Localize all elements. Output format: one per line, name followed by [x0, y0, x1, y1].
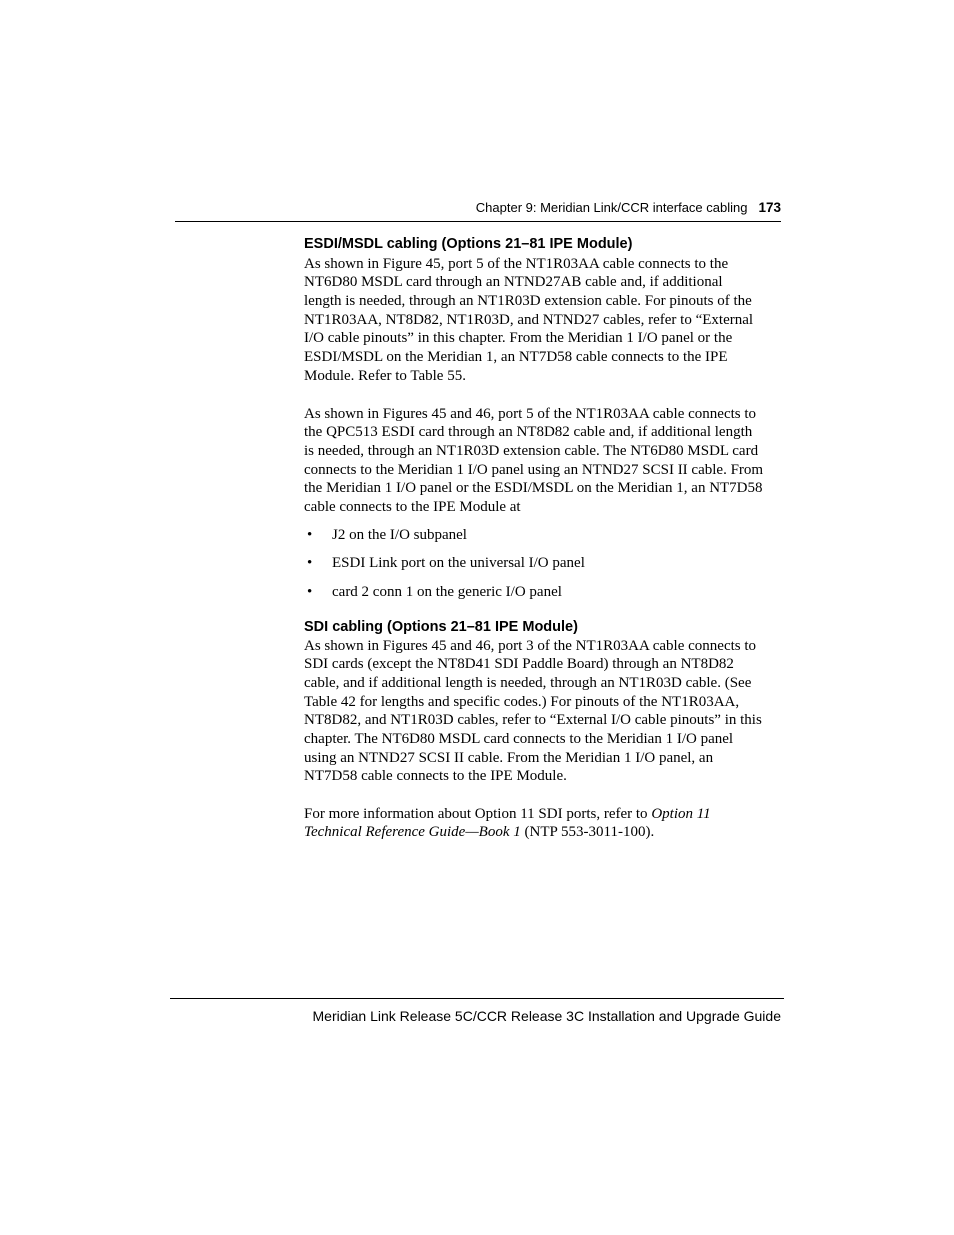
paragraph-line: ESDI/MSDL on the Meridian 1, an NT7D58 cable connects to the IPE	[304, 349, 728, 366]
section-heading-esdi-msdl: ESDI/MSDL cabling (Options 21–81 IPE Module)	[304, 236, 633, 252]
paragraph-line: As shown in Figures 45 and 46, port 3 of the NT1R03AA cable connects to	[304, 637, 757, 654]
paragraph-line	[304, 805, 782, 824]
paragraph-line: Module. Refer to Table 55.	[304, 367, 466, 384]
paragraph-line: I/O cable pinouts” in this chapter. From the Meridian 1 I/O panel or the	[304, 330, 733, 347]
running-header	[476, 199, 781, 217]
paragraph-line: the QPC513 ESDI card through an NT8D82 cable and, if additional length	[304, 424, 753, 441]
bullet-list-item	[304, 554, 782, 583]
bullet-list-item	[304, 583, 782, 612]
paragraph-line: cable connects to the IPE Module at	[304, 499, 521, 516]
paragraph-line: SDI cards (except the NT8D41 SDI Paddle Board) through an NT8D82	[304, 656, 734, 673]
paragraph-line: is needed, through an NT1R03D extension cable. The NT6D80 MSDL card	[304, 442, 759, 459]
paragraph-line	[304, 823, 782, 842]
paragraph-line: NT6D80 MSDL card through an NTND27AB cable and, if additional	[304, 274, 723, 291]
paragraph-line: As shown in Figures 45 and 46, port 5 of the NT1R03AA cable connects to	[304, 405, 757, 422]
paragraph-line: the Meridian 1 I/O panel or the ESDI/MSDL on the Meridian 1, an NT7D58	[304, 480, 763, 497]
section-heading-sdi: SDI cabling (Options 21–81 IPE Module)	[304, 619, 578, 635]
paragraph-line: Table 42 for lengths and specific codes.) For pinouts of the NT1R03AA,	[304, 693, 740, 710]
bullet-icon: •	[307, 526, 313, 543]
paragraph-text: (NTP 553-3011-100).	[520, 824, 655, 841]
paragraph-line: chapter. The NT6D80 MSDL card connects to the Meridian 1 I/O panel	[304, 731, 734, 748]
bullet-text: J2 on the I/O subpanel	[332, 526, 467, 543]
sdi-paragraph-1	[304, 637, 782, 787]
bullet-list-item	[304, 526, 782, 555]
page-number: 173	[758, 200, 781, 215]
chapter-title: Chapter 9: Meridian Link/CCR interface cabling	[475, 200, 748, 215]
reference-title-italic: Option 11	[651, 805, 711, 822]
bullet-text: card 2 conn 1 on the generic I/O panel	[332, 583, 562, 600]
esdi-paragraph-2	[304, 405, 782, 517]
bullet-icon: •	[307, 583, 313, 600]
sdi-paragraph-2	[304, 805, 782, 842]
paragraph-text: For more information about Option 11 SDI ports, refer to	[304, 805, 652, 822]
paragraph-line: cable, and if additional length is needed, through an NT1R03D cable. (See	[304, 674, 752, 691]
bullet-icon: •	[307, 555, 313, 572]
header-rule	[175, 221, 781, 222]
paragraph-line: using an NTND27 SCSI II cable. From the Meridian 1 I/O panel, an	[304, 749, 714, 766]
paragraph-line: NT8D82, and NT1R03D cables, refer to “External I/O cable pinouts” in this	[304, 712, 762, 729]
footer-rule	[170, 998, 784, 999]
footer-document-title: Meridian Link Release 5C/CCR Release 3C Installation and Upgrade Guide	[312, 1008, 781, 1024]
reference-title-italic: Technical Reference Guide—Book 1	[304, 824, 521, 841]
paragraph-line: length is needed, through an NT1R03D extension cable. For pinouts of the	[304, 292, 752, 309]
paragraph-line: NT7D58 cable connects to the IPE Module.	[304, 768, 567, 785]
paragraph-line: As shown in Figure 45, port 5 of the NT1R03AA cable connects to the	[304, 255, 729, 272]
paragraph-line: NT1R03AA, NT8D82, NT1R03D, and NTND27 cables, refer to “External	[304, 311, 754, 328]
esdi-bullet-list	[304, 526, 782, 612]
esdi-paragraph-1	[304, 255, 782, 386]
paragraph-line: connects to the Meridian 1 I/O panel using an NTND27 SCSI II cable. From	[304, 461, 764, 478]
bullet-text: ESDI Link port on the universal I/O panel	[332, 555, 585, 572]
